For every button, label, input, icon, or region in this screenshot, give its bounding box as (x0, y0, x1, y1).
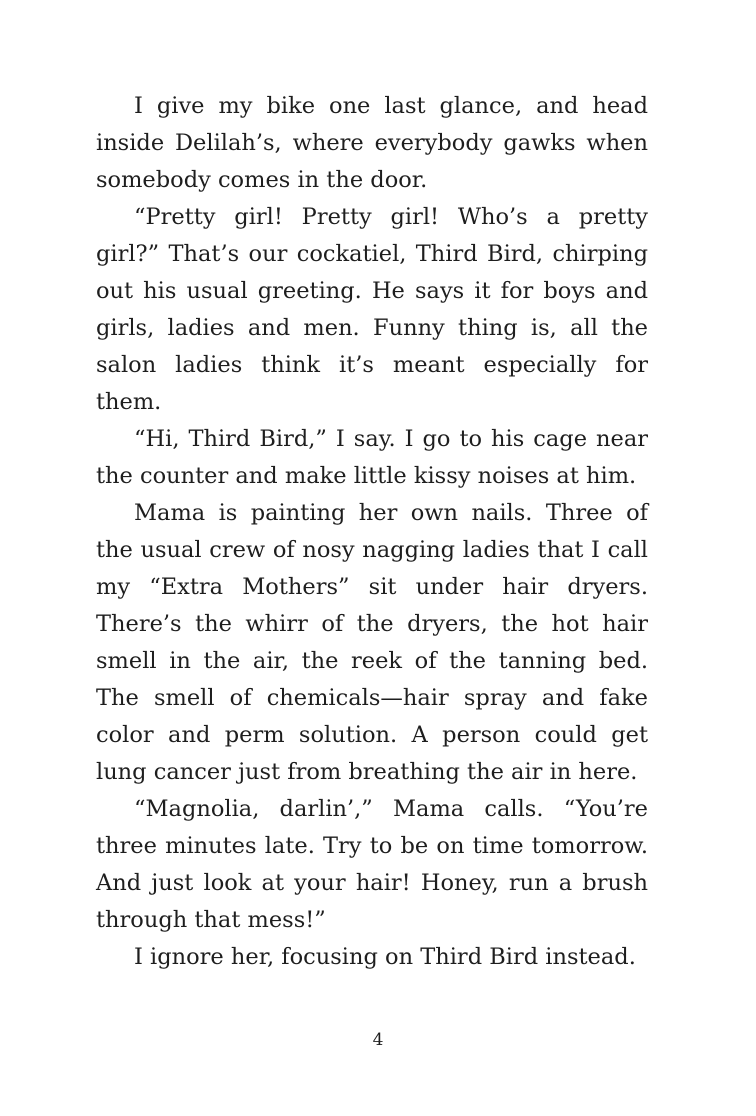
paragraph-6: I ignore her, focusing on Third Bird instead. (134, 944, 636, 970)
paragraph-2: “Pretty girl! Pretty girl! Who’s a pretty girl?” That’s our cockatiel, Third Bird, chirping out his usual greeting. He says it for boys and girls, ladies and men. Funny thing is, all the salon ladies think it’s meant especially for them. (96, 204, 648, 415)
paragraph-3: “Hi, Third Bird,” I say. I go to his cage near the counter and make little kissy noises at him. (96, 426, 648, 489)
paragraph-5: “Magnolia, darlin’,” Mama calls. “You’re three minutes late. Try to be on time tomorrow. And just look at your hair! Honey, run a brush through that mess!” (96, 796, 648, 933)
body-text (96, 88, 648, 976)
page-number: 4 (372, 1030, 384, 1050)
paragraph-1: I give my bike one last glance, and head inside Delilah’s, where everybody gawks when somebody comes in the door. (96, 93, 648, 193)
paragraph-4: Mama is painting her own nails. Three of the usual crew of nosy nagging ladies that I call my “Extra Mothers” sit under hair dryers. There’s the whirr of the dryers, the hot hair smell in the air, the reek of the tanning bed. The smell of chemicals—hair spray and fake color and perm solution. A person could get lung cancer just from breathing the air in here. (96, 500, 648, 785)
